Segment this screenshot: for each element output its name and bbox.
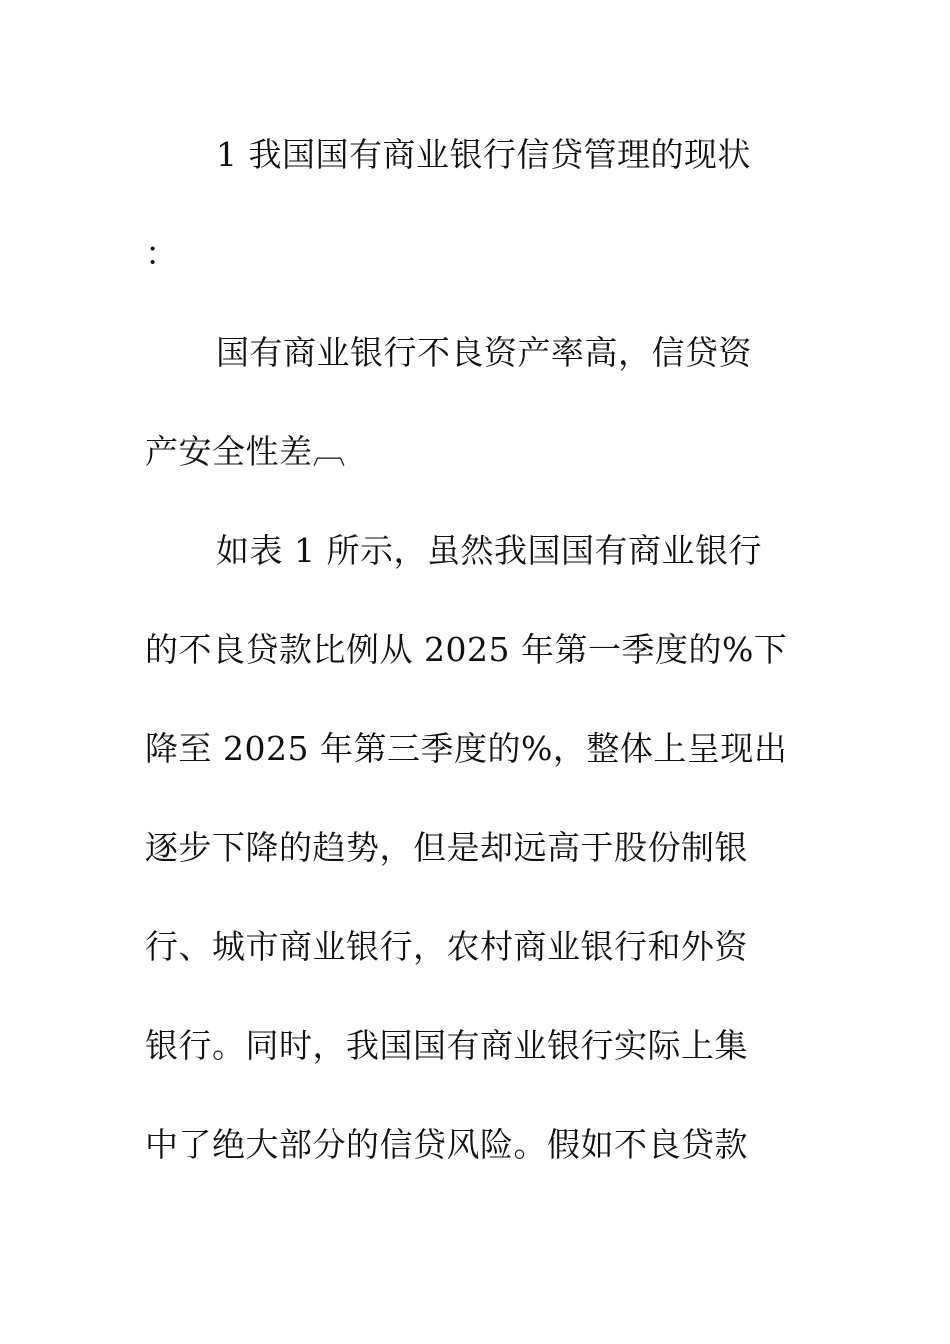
section-heading: 1 我国国有商业银行信贷管理的现状: [216, 135, 751, 174]
paragraph-line: 降至 2025 年第三季度的%，整体上呈现出: [145, 729, 788, 768]
paragraph-line: 行、城市商业银行，农村商业银行和外资: [145, 927, 748, 966]
subheading-line-2: 产安全性差︹: [145, 432, 346, 471]
section-heading-tail: ：: [145, 234, 179, 273]
subheading-line-1: 国有商业银行不良资产率高，信贷资: [216, 333, 752, 372]
paragraph-line: 的不良贷款比例从 2025 年第一季度的%下: [145, 630, 788, 669]
paragraph-line: 逐步下降的趋势，但是却远高于股份制银: [145, 828, 748, 867]
paragraph-line: 中了绝大部分的信贷风险。假如不良贷款: [145, 1125, 748, 1164]
paragraph-line: 银行。同时，我国国有商业银行实际上集: [145, 1026, 748, 1065]
paragraph-line: 如表 1 所示，虽然我国国有商业银行: [216, 531, 762, 570]
